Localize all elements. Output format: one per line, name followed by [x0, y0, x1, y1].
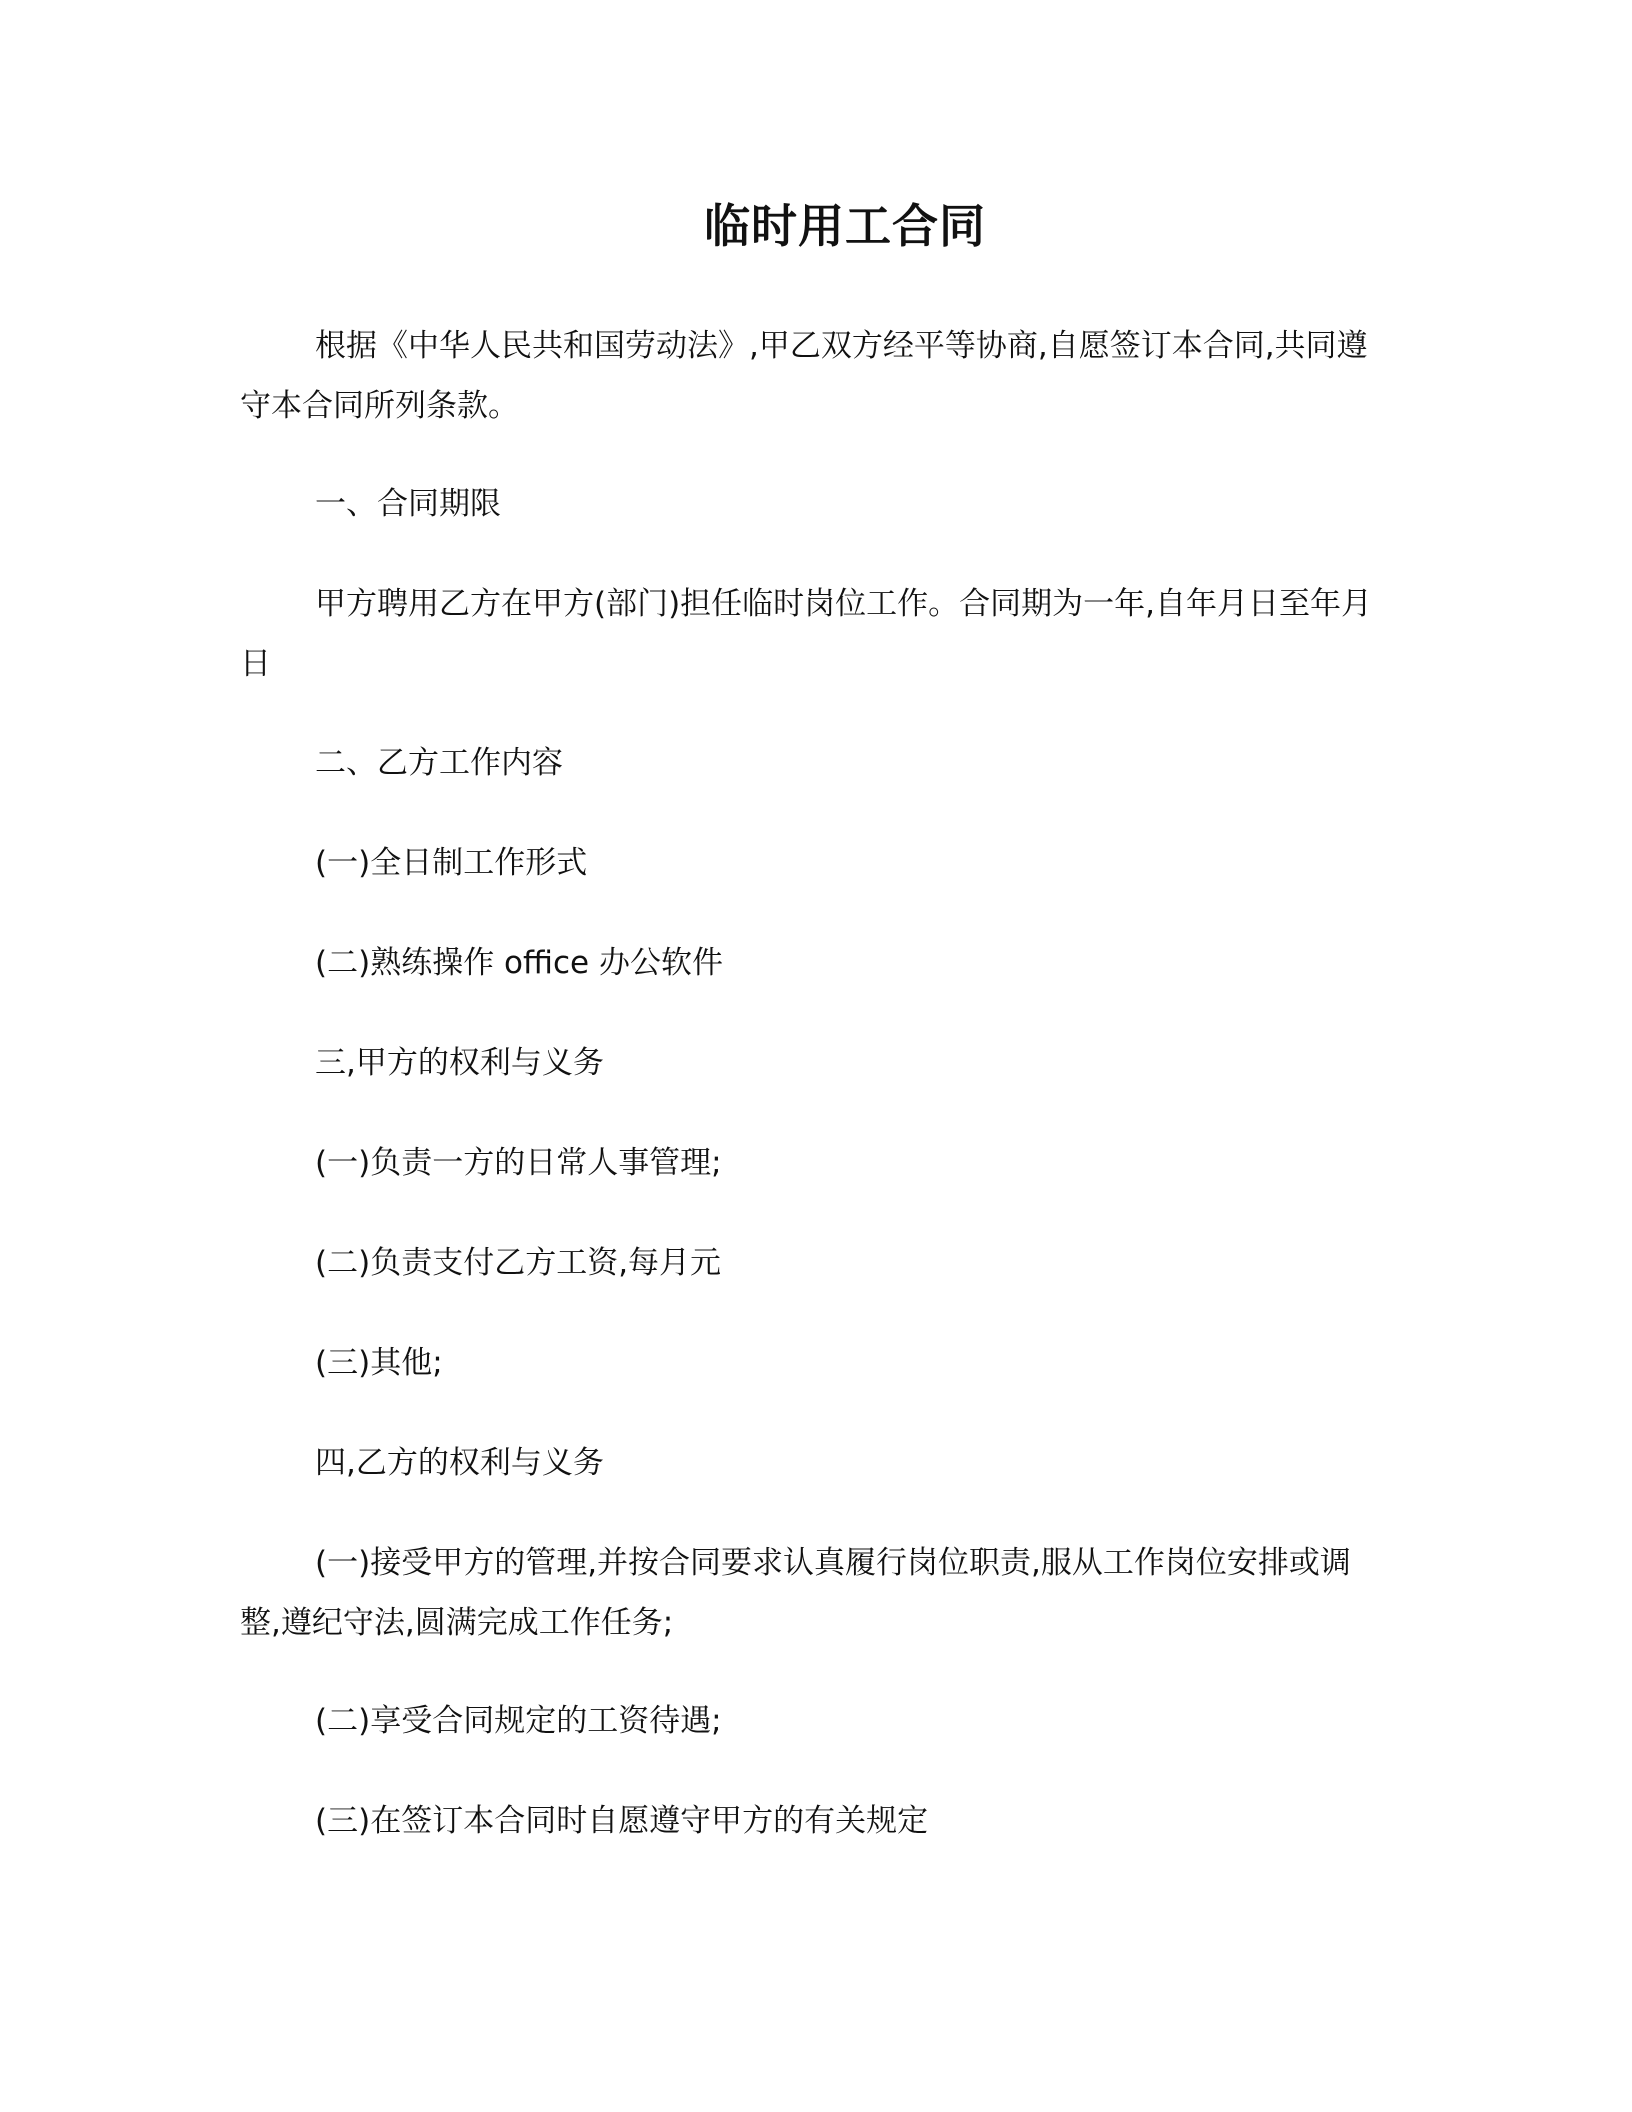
party-b-item-1: (一)接受甲方的管理,并按合同要求认真履行岗位职责,服从工作岗位安排或调整,遵纪守法,圆满完成工作任务; [240, 1545, 1351, 1641]
party-b-item-2: (二)享受合同规定的工资待遇; [315, 1703, 722, 1739]
work-item-2: (二)熟练操作 office 办公软件 [315, 945, 723, 981]
party-a-item-2: (二)负责支付乙方工资,每月元 [315, 1245, 722, 1281]
section-heading-work: 二、乙方工作内容 [315, 745, 563, 781]
document-title: 临时用工合同 [704, 199, 986, 253]
party-a-item-1: (一)负责一方的日常人事管理; [315, 1145, 722, 1181]
intro-paragraph: 根据《中华人民共和国劳动法》,甲乙双方经平等协商,自愿签订本合同,共同遵守本合同所列条款。 [240, 328, 1368, 424]
party-b-item-3: (三)在签订本合同时自愿遵守甲方的有关规定 [315, 1803, 929, 1839]
party-a-item-3: (三)其他; [315, 1345, 443, 1381]
section-heading-term: 一、合同期限 [315, 486, 501, 522]
section-heading-party-b: 四,乙方的权利与义务 [315, 1445, 604, 1481]
section-heading-party-a: 三,甲方的权利与义务 [315, 1045, 604, 1081]
work-item-1: (一)全日制工作形式 [315, 845, 588, 881]
term-paragraph: 甲方聘用乙方在甲方(部门)担任临时岗位工作。合同期为一年,自年月日至年月日 [240, 586, 1373, 682]
